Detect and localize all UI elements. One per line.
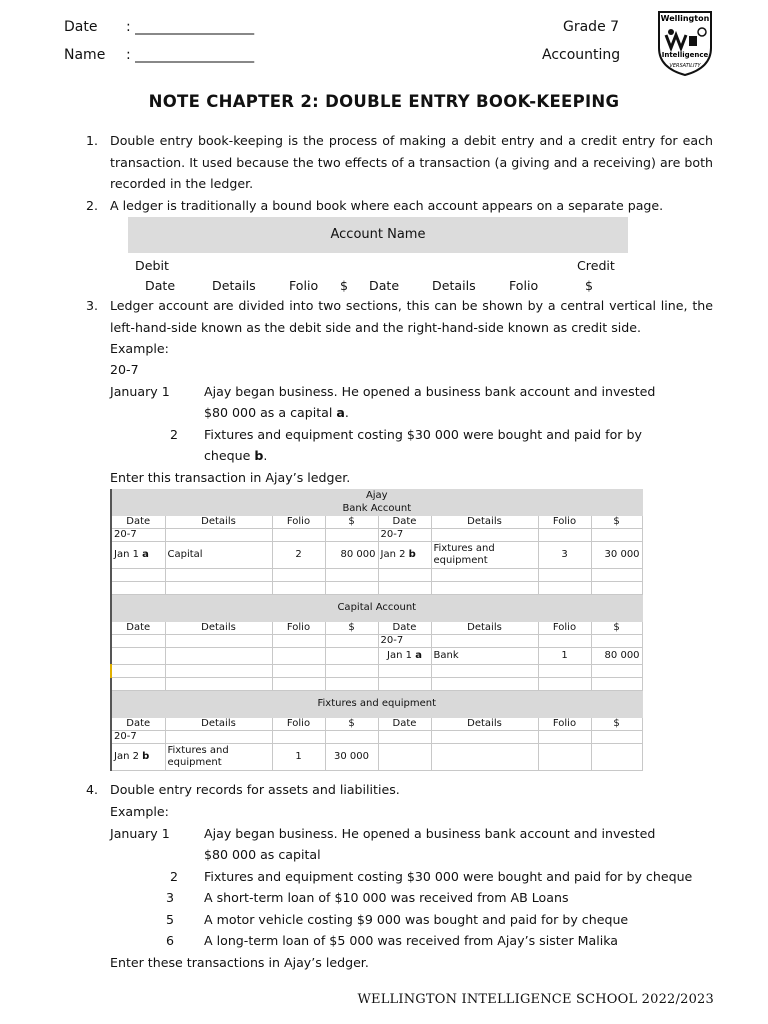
col-header: Details bbox=[431, 622, 538, 635]
table-row bbox=[111, 665, 642, 678]
point-4-text: Double entry records for assets and liabilities. bbox=[110, 782, 400, 797]
format-col-folio-r: Folio bbox=[509, 278, 539, 293]
col-header: $ bbox=[591, 622, 642, 635]
point-4-number: 4. bbox=[85, 782, 98, 797]
col-header: Folio bbox=[272, 718, 325, 731]
example-2-t1-line2: $80 000 as capital bbox=[204, 847, 321, 862]
subject-label: Accounting bbox=[542, 47, 621, 63]
example-2-item-day: 3 bbox=[166, 890, 175, 905]
col-header: Folio bbox=[538, 622, 591, 635]
col-header: Details bbox=[165, 622, 272, 635]
example-2-item-day: 5 bbox=[166, 912, 175, 927]
fixtures-folio-left: 1 bbox=[272, 744, 325, 771]
bank-account-title-row bbox=[111, 503, 642, 516]
logo-text-mid: Intelligence bbox=[661, 51, 709, 59]
fixtures-date-left: Jan 2 b bbox=[111, 744, 165, 771]
col-header: Date bbox=[111, 622, 165, 635]
table-row bbox=[111, 744, 642, 771]
example-2-item-text: A long-term loan of $5 000 was received from Ajay’s sister Malika bbox=[204, 933, 618, 948]
format-col-details-l: Details bbox=[212, 278, 256, 293]
col-header: Details bbox=[165, 516, 272, 529]
example-1-month: January 1 bbox=[110, 384, 170, 399]
col-header: $ bbox=[591, 718, 642, 731]
logo-text-bottom: VERSATILITY bbox=[669, 63, 701, 69]
col-header: Date bbox=[378, 516, 431, 529]
bank-date-left: Jan 1 a bbox=[111, 542, 165, 569]
col-header: $ bbox=[325, 516, 378, 529]
table-row bbox=[111, 582, 642, 595]
example-2-item-day: 2 bbox=[170, 869, 179, 884]
point-1-number: 1. bbox=[85, 133, 98, 148]
fixtures-title-row bbox=[111, 691, 642, 718]
example-1-t1-line2: $80 000 as a capital a. bbox=[204, 405, 349, 420]
example-1-t2-line1: Fixtures and equipment costing $30 000 were bought and paid for by bbox=[204, 427, 642, 442]
ledger-owner-row bbox=[111, 490, 642, 503]
example-1-t2-day: 2 bbox=[170, 427, 179, 442]
format-col-details-r: Details bbox=[432, 278, 476, 293]
col-header: Folio bbox=[272, 622, 325, 635]
table-row bbox=[111, 516, 642, 529]
col-header: Date bbox=[111, 516, 165, 529]
example-1-t2-line2: cheque b. bbox=[204, 448, 268, 463]
bank-folio-right: 3 bbox=[538, 542, 591, 569]
bank-year-left: 20-7 bbox=[111, 529, 165, 542]
col-header: Details bbox=[431, 718, 538, 731]
capital-amount-right: 80 000 bbox=[591, 648, 642, 665]
point-3-number: 3. bbox=[85, 298, 98, 313]
name-label: Name bbox=[64, 47, 106, 63]
grade-label: Grade 7 bbox=[563, 19, 620, 35]
col-header: Date bbox=[378, 622, 431, 635]
format-col-date-r: Date bbox=[369, 278, 400, 293]
table-row bbox=[111, 718, 642, 731]
ajay-ledger-table bbox=[110, 489, 643, 771]
date-blank[interactable]: : _________________ bbox=[126, 19, 255, 35]
account-name-label: Account Name bbox=[330, 227, 426, 242]
capital-account-title: Capital Account bbox=[111, 595, 642, 622]
bank-account-title: Bank Account bbox=[111, 503, 642, 516]
capital-folio-right: 1 bbox=[538, 648, 591, 665]
table-row bbox=[111, 635, 642, 648]
col-header: $ bbox=[325, 622, 378, 635]
col-header: Folio bbox=[538, 516, 591, 529]
example-1-label: Example: bbox=[110, 341, 169, 356]
fixtures-amount-left: 30 000 bbox=[325, 744, 378, 771]
col-header: $ bbox=[325, 718, 378, 731]
example-2-item-text: A short-term loan of $10 000 was received from AB Loans bbox=[204, 890, 569, 905]
bank-amount-right: 30 000 bbox=[591, 542, 642, 569]
example-2-label: Example: bbox=[110, 804, 169, 819]
example-2-item-text: A motor vehicle costing $9 000 was bought and paid for by cheque bbox=[204, 912, 629, 927]
credit-label: Credit bbox=[577, 258, 615, 273]
col-header: Folio bbox=[538, 718, 591, 731]
fixtures-account-title: Fixtures and equipment bbox=[111, 691, 642, 718]
example-1-instruction: Enter this transaction in Ajay’s ledger. bbox=[110, 470, 351, 485]
table-row bbox=[111, 678, 642, 691]
point-3-text: Ledger account are divided into two sections, this can be shown by a central vertical line, the left-hand-side known as the debit side and the right-hand-side known as credit side. bbox=[110, 298, 713, 335]
table-row bbox=[111, 622, 642, 635]
format-col-amount-l: $ bbox=[340, 278, 349, 293]
table-row bbox=[111, 648, 642, 665]
bank-details-left: Capital bbox=[165, 542, 272, 569]
bank-amount-left: 80 000 bbox=[325, 542, 378, 569]
date-label: Date bbox=[64, 19, 98, 35]
example-1-year: 20-7 bbox=[110, 362, 139, 377]
bank-folio-left: 2 bbox=[272, 542, 325, 569]
bank-details-right: Fixtures and equipment bbox=[431, 542, 538, 569]
example-2-instruction: Enter these transactions in Ajay’s ledger. bbox=[110, 955, 369, 970]
logo-text-top: Wellington bbox=[660, 14, 710, 23]
example-2-item-day: 6 bbox=[166, 933, 175, 948]
example-1-t1-line1: Ajay began business. He opened a business bank account and invested bbox=[204, 384, 656, 399]
account-name-bar bbox=[128, 217, 628, 253]
page-footer: WELLINGTON INTELLIGENCE SCHOOL 2022/2023 bbox=[357, 992, 714, 1007]
page-title: NOTE CHAPTER 2: DOUBLE ENTRY BOOK-KEEPING bbox=[148, 92, 620, 111]
col-header: $ bbox=[591, 516, 642, 529]
example-2-t1-line1: Ajay began business. He opened a business bank account and invested bbox=[204, 826, 656, 841]
example-2-month: January 1 bbox=[110, 826, 170, 841]
logo-book-icon bbox=[689, 36, 697, 46]
point-2-number: 2. bbox=[85, 198, 98, 213]
col-header: Folio bbox=[272, 516, 325, 529]
logo-figure-icon bbox=[668, 29, 674, 35]
format-col-amount-r: $ bbox=[585, 278, 594, 293]
fixtures-year-left: 20-7 bbox=[111, 731, 165, 744]
capital-details-right: Bank bbox=[431, 648, 538, 665]
col-header: Details bbox=[165, 718, 272, 731]
capital-year-right: 20-7 bbox=[378, 635, 431, 648]
capital-date-right: Jan 1 a bbox=[378, 648, 431, 665]
col-header: Date bbox=[378, 718, 431, 731]
table-row bbox=[111, 569, 642, 582]
bank-year-right: 20-7 bbox=[378, 529, 431, 542]
debit-label: Debit bbox=[135, 258, 169, 273]
table-row bbox=[111, 542, 642, 569]
example-2-item-text: Fixtures and equipment costing $30 000 were bought and paid for by cheque bbox=[204, 869, 693, 884]
fixtures-details-left: Fixtures and equipment bbox=[165, 744, 272, 771]
table-row bbox=[111, 731, 642, 744]
format-col-date-l: Date bbox=[145, 278, 176, 293]
col-header: Date bbox=[111, 718, 165, 731]
school-logo bbox=[655, 8, 715, 78]
bank-date-right: Jan 2 b bbox=[378, 542, 431, 569]
name-blank[interactable]: : _________________ bbox=[126, 47, 255, 63]
capital-account-title-row bbox=[111, 595, 642, 622]
table-row bbox=[111, 529, 642, 542]
point-1-text: Double entry book-keeping is the process of making a debit entry and a credit entry for each transaction. It used because the two effects of a transaction (a giving and a receiving) are both recorded in the ledger. bbox=[110, 133, 713, 191]
ledger-owner: Ajay bbox=[111, 490, 642, 503]
point-2-text: A ledger is traditionally a bound book where each account appears on a separate page. bbox=[110, 198, 664, 213]
col-header: Details bbox=[431, 516, 538, 529]
format-col-folio-l: Folio bbox=[289, 278, 319, 293]
